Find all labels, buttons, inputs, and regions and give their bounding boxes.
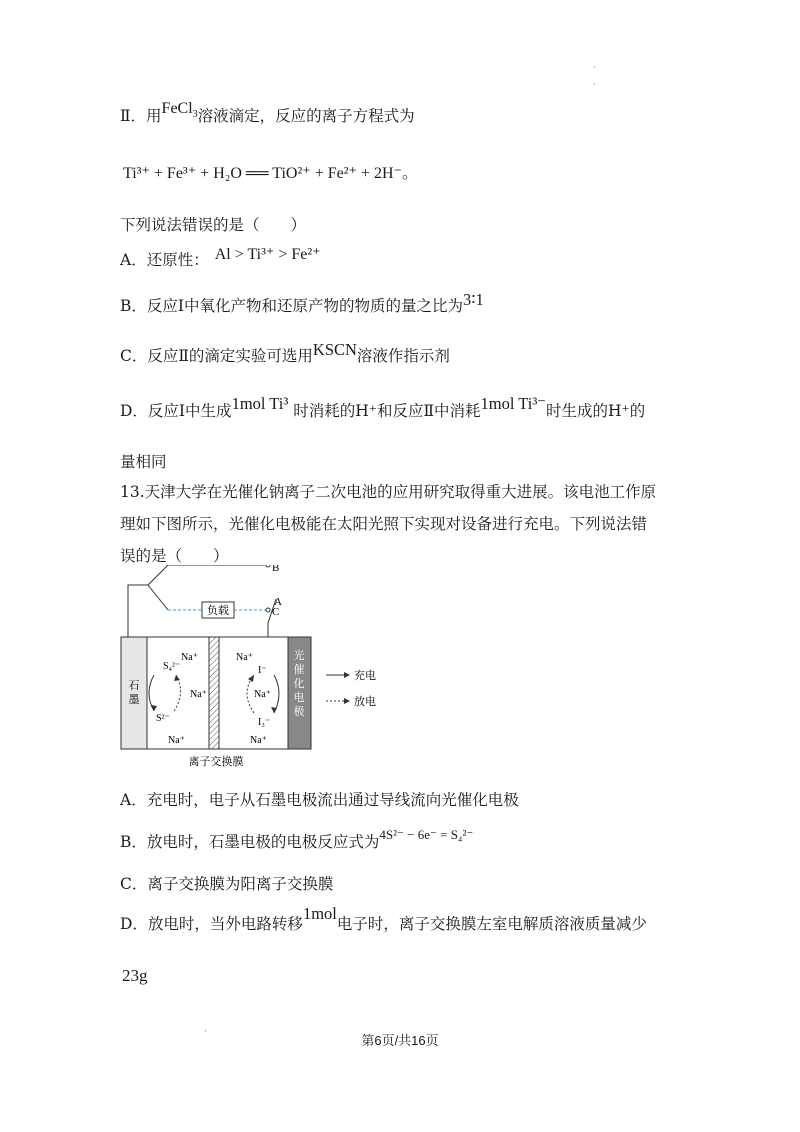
species-s4: S₄²⁻: [163, 661, 181, 672]
equation-line: Ti³⁺ + Fe³⁺ + H₂O ══ TiO²⁺ + Fe²⁺ + 2H⁻。: [123, 165, 419, 182]
option-a: A．还原性： Al > Ti³⁺ > Fe²⁺: [120, 246, 321, 269]
q13-line2: 理如下图所示，光催化电极能在太阳光照下实现对设备进行充电。下列说法错: [120, 515, 648, 533]
species-na-left-3: Na⁺: [168, 735, 185, 746]
line-ii: Ⅱ．用FeCl$_3$溶液滴定，反应的离子方程式为: [120, 100, 415, 125]
svg-text:电: 电: [293, 692, 305, 704]
ion-exchange-membrane: [209, 637, 219, 749]
option-d-cont: 量相同: [120, 453, 167, 471]
option-c: C．反应Ⅱ的滴定实验可选用KSCN溶液作指示剂: [120, 340, 450, 365]
graphite-electrode: [121, 637, 147, 749]
wire-top: [128, 565, 266, 642]
page-footer: 第6页/共16页: [361, 1033, 439, 1048]
membrane-label: 离子交换膜: [188, 755, 244, 768]
q13-option-b: B．放电时，石墨电极的电极反应式为$^{4S^{2-} - 6e^- = S_4^{2-}}$: [120, 827, 474, 851]
q13-option-c: C．离子交换膜为阳离子交换膜: [120, 875, 334, 893]
species-iodide: I⁻: [258, 665, 267, 676]
q13-line1: 13.天津大学在光催化钠离子二次电池的应用研究取得重大进展。该电池工作原: [120, 483, 657, 501]
svg-text:化: 化: [293, 678, 305, 690]
option-b: B．反应Ⅰ中氧化产物和还原产物的物质的量之比为3∶1: [120, 290, 484, 315]
species-na-right-2: Na⁺: [254, 689, 271, 700]
battery-diagram: [118, 565, 418, 775]
svg-text:极: 极: [293, 706, 305, 718]
electrode-reaction: 4S²⁻ − 6e⁻ = S₄²⁻: [379, 827, 474, 842]
svg-text:催: 催: [293, 664, 305, 676]
svg-text:石: 石: [128, 680, 140, 692]
label-a: A: [274, 596, 282, 608]
q13-option-d: D．放电时，当外电路转移1mol电子时，离子交换膜左室电解质溶液质量减少: [120, 904, 647, 933]
fecl3-formula: FeCl: [161, 100, 193, 117]
legend-discharge: 放电: [354, 695, 376, 708]
q13-line3: 误的是（ ）: [120, 547, 229, 565]
q13-option-a: A．充电时，电子从石墨电极流出通过导线流向光催化电极: [120, 791, 519, 809]
reducing-order-expression: Al > Ti³⁺ > Fe²⁺: [214, 246, 321, 263]
legend-charge: 充电: [354, 669, 376, 682]
wire-branch: [148, 585, 168, 610]
species-na-right-3: Na⁺: [250, 735, 267, 746]
question-stem: 下列说法错误的是（ ）: [120, 216, 307, 234]
svg-text:光: 光: [293, 650, 305, 662]
q13-option-d-cont: 23g: [122, 966, 148, 985]
species-na-right-1: Na⁺: [236, 652, 253, 663]
label-c: C: [272, 606, 280, 618]
species-na-left-1: Na⁺: [181, 652, 198, 663]
species-triiodide: I₃⁻: [258, 717, 271, 728]
species-na-left-2: Na⁺: [190, 689, 207, 700]
label-b: B: [272, 565, 280, 574]
option-d: D．反应Ⅰ中生成1mol Ti³ 时消耗的H⁺和反应Ⅱ中消耗1mol Ti³⁻时生成的H⁺的: [120, 394, 646, 420]
svg-text:墨: 墨: [128, 694, 140, 706]
species-s: S²⁻: [156, 713, 170, 724]
terminal-c: [266, 608, 270, 612]
load-label: 负载: [207, 605, 229, 617]
terminal-b: [266, 565, 270, 567]
